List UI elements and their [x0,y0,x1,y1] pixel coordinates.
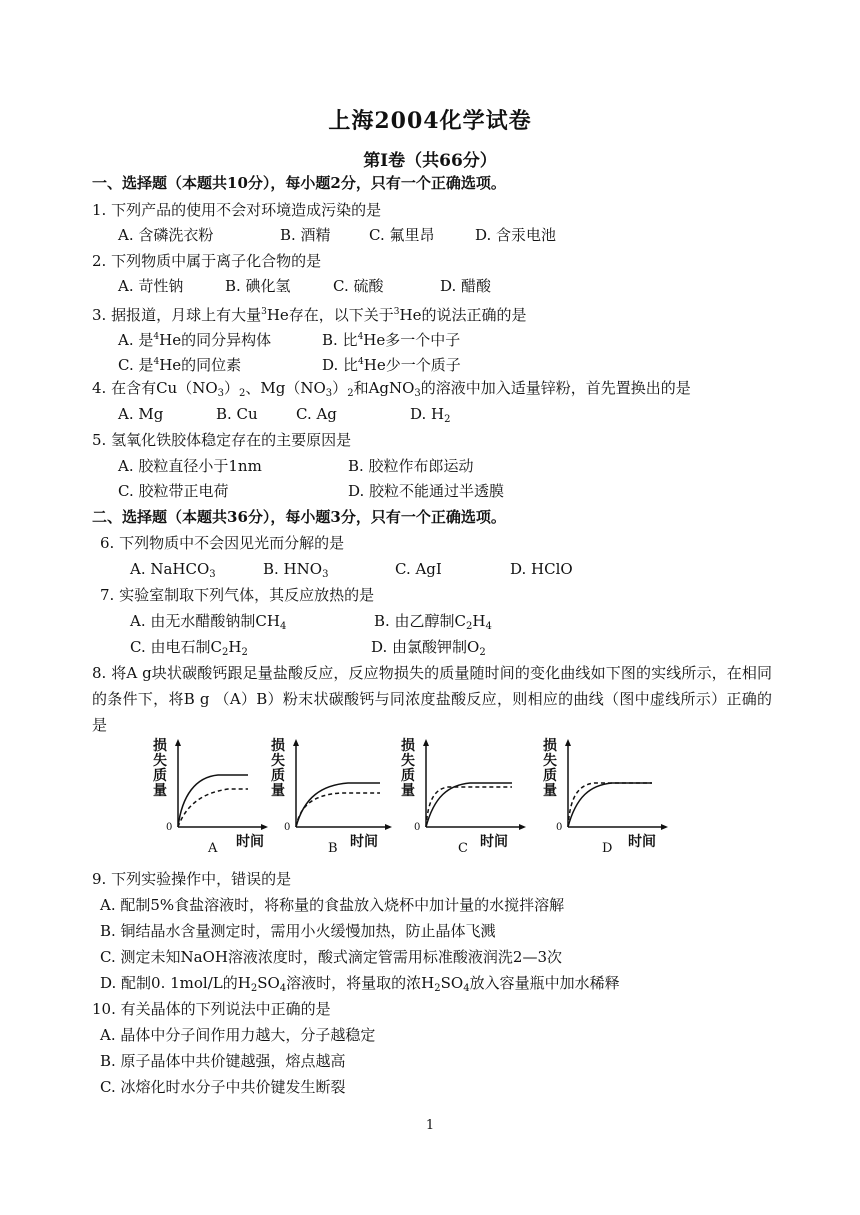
y-axis-label: 损失质量 [271,738,285,799]
part-title: 第I卷（共66分） [363,151,497,171]
q7-option-b: B. 由乙醇制$C_2H_4$ [374,612,492,632]
q5-option-d: D. 胶粒不能通过半透膜 [348,482,505,500]
q4-option-d: D. $H_2$ [410,405,451,425]
question-1-stem: 1. 下列产品的使用不会对环境造成污染的是 [92,201,382,219]
x-axis-label: 时间 [236,834,264,850]
q10-option-a: A. 晶体中分子间作用力越大，分子越稳定 [100,1026,376,1044]
figure-c [400,735,530,855]
question-9-stem: 9. 下列实验操作中，错误的是 [92,870,292,888]
section-1-heading: 一、选择题（本题共10分），每小题2分，只有一个正确选项。 [92,174,506,192]
q2-option-c: C. 硫酸 [333,277,384,295]
question-10-stem: 10. 有关晶体的下列说法中正确的是 [92,1000,331,1018]
y-axis-label: 损失质量 [153,738,167,799]
q1-option-b: B. 酒精 [280,226,331,244]
q10-option-b: B. 原子晶体中共价键越强，熔点越高 [100,1052,346,1070]
figure-d-letter: D [602,841,613,856]
q7-option-c: C. 由电石制$C_2H_2$ [130,638,248,658]
q1-option-c: C. 氟里昂 [369,226,435,244]
question-4-stem: 4. 在含有$Cu(NO_3)_2$、$Mg(NO_3)_2$和AgNO$_3$的溶液中加入适量锌粉，首先置换出的是 [92,379,691,399]
q7-option-d: D. 由氯酸钾制$O_2$ [371,638,486,658]
q6-option-a: A. NaHCO$_3$ [130,560,216,580]
q2-option-b: B. 碘化氢 [225,277,291,295]
origin-label: 0 [414,822,421,833]
question-6-stem: 6. 下列物质中不会因见光而分解的是 [100,534,345,552]
origin-label: 0 [166,822,173,833]
q9-option-d: D. 配制0. 1mol/L的$H_2SO_4$溶液时，将量取的浓$H_2SO_4$放入容量瓶中加水稀释 [100,974,620,994]
figure-b [270,735,400,855]
q5-option-a: A. 胶粒直径小于1nm [118,457,262,475]
figure-a-letter: A [208,841,218,856]
q4-option-b: B. Cu [216,405,258,423]
q9-option-c: C. 测定未知NaOH溶液浓度时，酸式滴定管需用标准酸液润洗2—3次 [100,948,563,966]
x-axis-label: 时间 [628,834,656,850]
q7-option-a: A. 由无水醋酸钠制$CH_4$ [130,612,287,632]
q4-option-a: A. Mg [118,405,164,423]
origin-label: 0 [284,822,291,833]
y-axis-label: 损失质量 [543,738,557,799]
question-8-stem: 8. 将A g块状碳酸钙跟足量盐酸反应，反应物损失的质量随时间的变化曲线如下图的实线所示，在相同的条件下，将B g （A）B）粉末状碳酸钙与同浓度盐酸反应，则相应的曲线（图中虚线所示）正确的是 [92,664,772,734]
q2-option-d: D. 醋酸 [440,277,492,295]
figure-c-plot [400,735,530,855]
q3-option-c: C. 是$^4$He的同位素 [118,356,242,374]
q1-option-d: D. 含汞电池 [475,226,557,244]
q9-option-a: A. 配制5%食盐溶液时，将称量的食盐放入烧杯中加计量的水搅拌溶解 [100,896,565,914]
q1-option-a: A. 含磷洗衣粉 [118,226,214,244]
figure-a [138,735,268,855]
origin-label: 0 [556,822,563,833]
q6-option-c: C. AgI [395,560,442,578]
q10-option-c: C. 冰熔化时水分子中共价键发生断裂 [100,1078,346,1096]
section-2-heading: 二、选择题（本题共36分），每小题3分，只有一个正确选项。 [92,508,506,526]
q6-option-d: D. HClO [510,560,573,578]
q4-option-c: C. Ag [296,405,337,423]
figure-b-plot [270,735,400,855]
q2-option-a: A. 苛性钠 [118,277,184,295]
y-axis-label: 损失质量 [401,738,415,799]
x-axis-label: 时间 [350,834,378,850]
page-title: 上海2004化学试卷 [328,108,532,134]
q3-option-a: A. 是$^4$He的同分异构体 [118,331,272,349]
mass-loss-figures [138,735,670,855]
q9-option-b: B. 铜结晶水含量测定时，需用小火缓慢加热，防止晶体飞溅 [100,922,496,940]
q3-option-d: D. 比$^4$He少一个质子 [322,356,461,374]
x-axis-label: 时间 [480,834,508,850]
figure-d [538,735,668,855]
q5-option-c: C. 胶粒带正电荷 [118,482,229,500]
q5-option-b: B. 胶粒作布郎运动 [348,457,474,475]
q3-option-b: B. 比$^4$He多一个中子 [322,331,461,349]
question-2-stem: 2. 下列物质中属于离子化合物的是 [92,252,322,270]
figure-c-letter: C [458,841,468,856]
page-number: 1 [425,1118,435,1133]
figure-b-letter: B [328,841,338,856]
q6-option-b: B. $HNO_3$ [263,560,329,580]
question-3-stem: 3. 据报道，月球上有大量$^3$He存在，以下关于$^3$He的说法正确的是 [92,306,527,324]
question-5-stem: 5. 氢氧化铁胶体稳定存在的主要原因是 [92,431,352,449]
question-7-stem: 7. 实验室制取下列气体，其反应放热的是 [100,586,375,604]
